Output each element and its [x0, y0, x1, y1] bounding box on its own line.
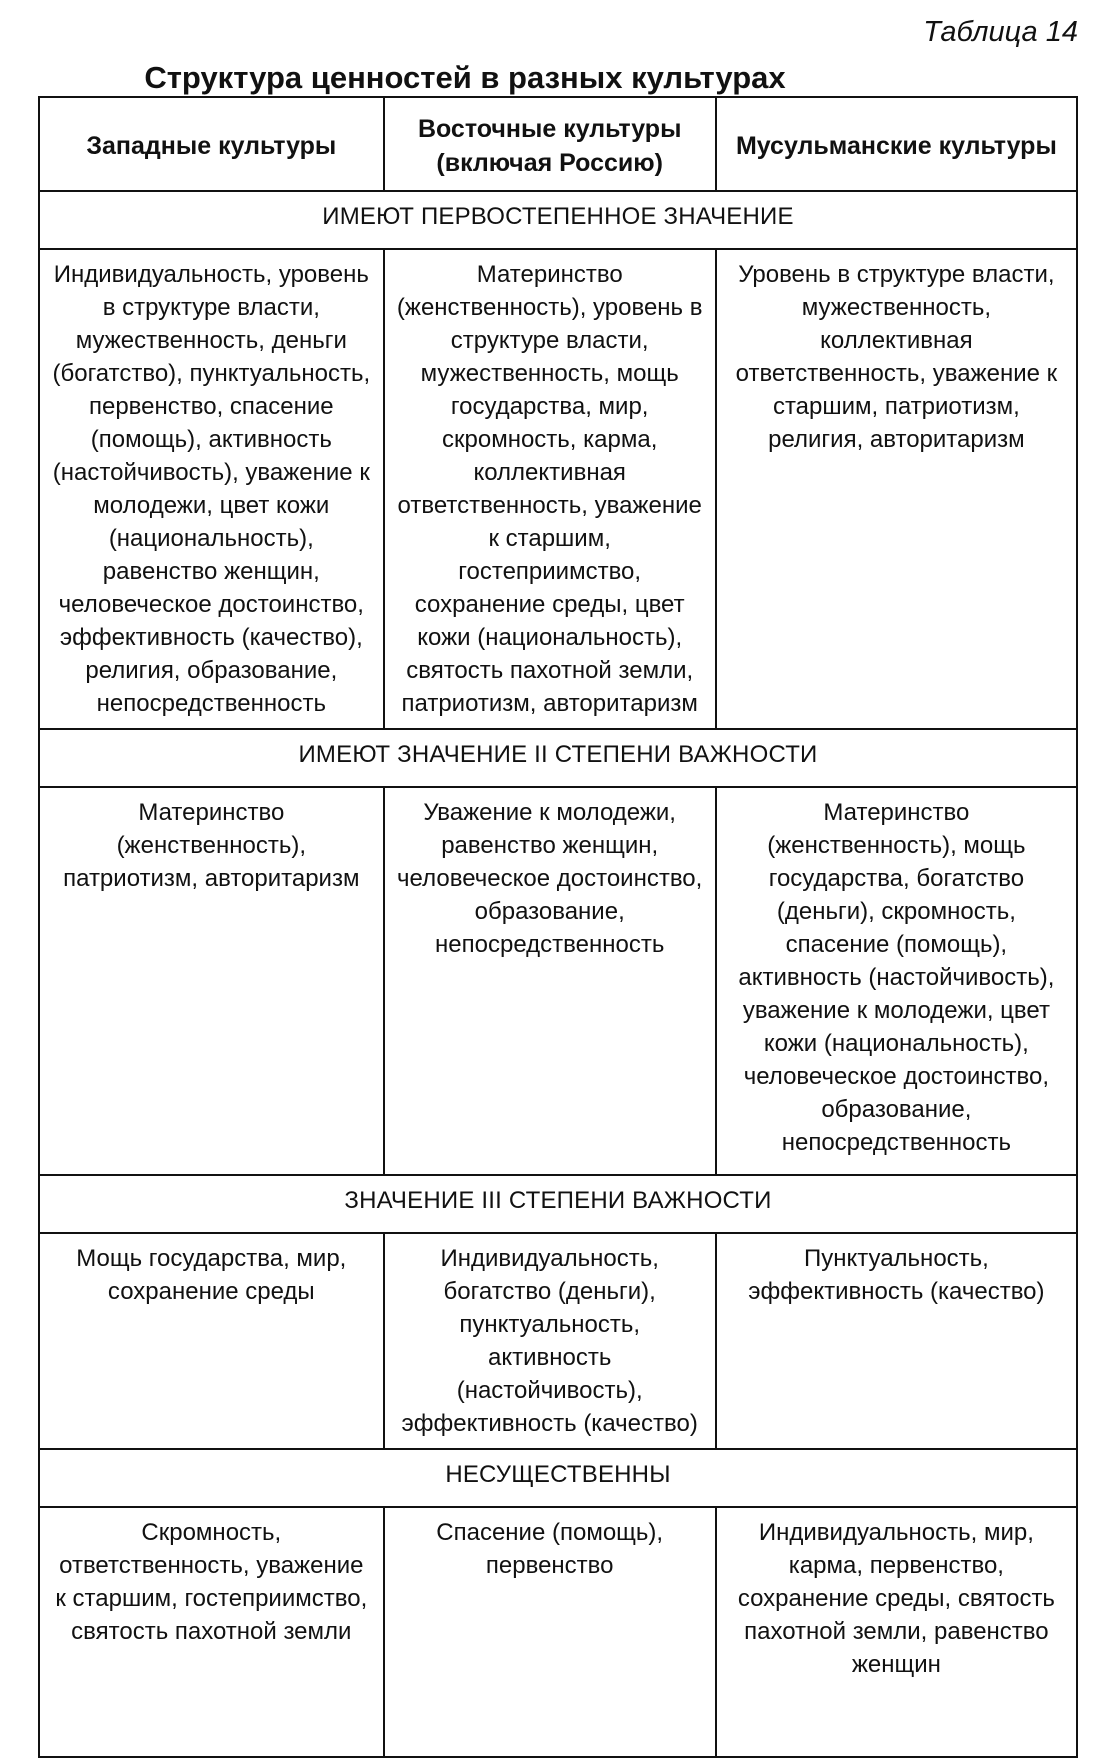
header-row	[39, 97, 1077, 191]
section-title-secondary: ИМЕЮТ ЗНАЧЕНИЕ II СТЕПЕНИ ВАЖНОСТИ	[39, 729, 1077, 787]
cell-eastern-primary: Материнство (женственность), уровень в структуре власти, мужественность, мощь государства, мир, скромность, карма, коллективная ответственность, уважение к старшим, гостеприимство, сохранение среды, цвет кожи (национальность), святость пахотной земли, патриотизм, авторитаризм	[384, 249, 716, 729]
section-title-tertiary: ЗНАЧЕНИЕ III СТЕПЕНИ ВАЖНОСТИ	[39, 1175, 1077, 1233]
cell-muslim-nonessential: Индивидуальность, мир, карма, первенство, сохранение среды, святость пахотной земли, равенство женщин	[716, 1507, 1077, 1757]
cell-eastern-nonessential: Спасение (помощь), первенство	[384, 1507, 716, 1757]
section-row-primary	[39, 191, 1077, 249]
cell-muslim-primary: Уровень в структуре власти, мужественность, коллективная ответственность, уважение к старшим, патриотизм, религия, авторитаризм	[716, 249, 1077, 729]
header-muslim: Мусульманские культуры	[716, 97, 1077, 191]
table-title: Структура ценностей в разных культурах	[144, 60, 786, 95]
section-row-tertiary	[39, 1175, 1077, 1233]
cell-eastern-tertiary: Индивидуальность, богатство (деньги), пунктуальность, активность (настойчивость), эффективность (качество)	[384, 1233, 716, 1449]
cell-western-secondary: Материнство (женственность), патриотизм, авторитаризм	[39, 787, 384, 1175]
values-table	[38, 96, 1078, 1758]
cell-western-nonessential: Скромность, ответственность, уважение к старшим, гостеприимство, святость пахотной земли	[39, 1507, 384, 1757]
section-title-primary: ИМЕЮТ ПЕРВОСТЕПЕННОЕ ЗНАЧЕНИЕ	[39, 191, 1077, 249]
header-western: Западные культуры	[39, 97, 384, 191]
cell-western-primary: Индивидуальность, уровень в структуре власти, мужественность, деньги (богатство), пунктуальность, первенство, спасение (помощь), активность (настойчивость), уважение к молодежи, цвет кожи (национальность), равенство женщин, человеческое достоинство, эффективность (качество), религия, образование, непосредственность	[39, 249, 384, 729]
cell-eastern-secondary: Уважение к молодежи, равенство женщин, человеческое достоинство, образование, непосредственность	[384, 787, 716, 1175]
header-eastern: Восточные культуры (включая Россию)	[384, 97, 716, 191]
section-row-secondary	[39, 729, 1077, 787]
table-row	[39, 1233, 1077, 1449]
section-row-nonessential	[39, 1449, 1077, 1507]
table-number: Таблица 14	[923, 16, 1078, 48]
table-row	[39, 787, 1077, 1175]
table-row	[39, 1507, 1077, 1757]
cell-muslim-secondary: Материнство (женственность), мощь государства, богатство (деньги), скромность, спасение (помощь), активность (настойчивость), уважение к молодежи, цвет кожи (национальность), человеческое достоинство, образование, непосредственность	[716, 787, 1077, 1175]
cell-muslim-tertiary: Пунктуальность, эффективность (качество)	[716, 1233, 1077, 1449]
section-title-nonessential: НЕСУЩЕСТВЕННЫ	[39, 1449, 1077, 1507]
cell-western-tertiary: Мощь государства, мир, сохранение среды	[39, 1233, 384, 1449]
table-row	[39, 249, 1077, 729]
